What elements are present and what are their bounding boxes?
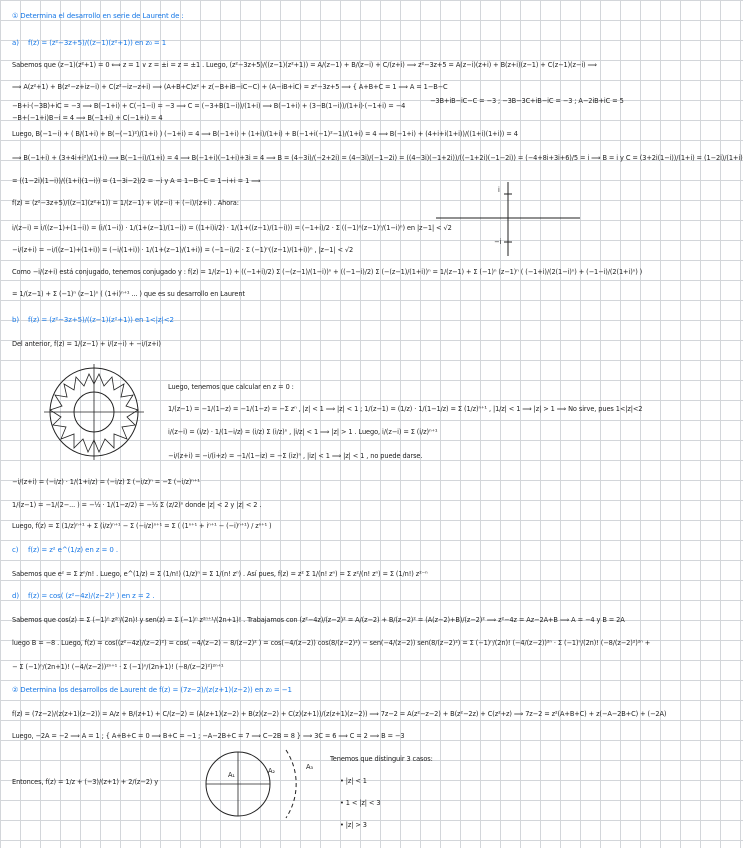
problem-2-heading: ② Determina los desarrollos de Laurent de f(z) = (7z−2)/(z(z+1)(z−2)) en z₀ = −1 (12, 686, 292, 694)
part-b-line: 1/(z−1) = −1/(1−z) = −1/(1−z) = −Σ zⁿ , |z| < 1 ⟹ |z| < 1 ; 1/(z−1) = (1/z) · 1/(1−1/z) = Σ (1/z)ⁿ⁺¹ , |1/z| < 1 ⟹ |z| > 1 ⟹ No sirve, pues 1<|z|<2 (168, 405, 643, 413)
part-c-label: c) (12, 546, 19, 554)
part-d-label: d) (12, 592, 19, 600)
part-b-function: f(z) = (z²−3z+5)/((z−1)(z²+1)) en 1<|z|<2 (28, 316, 174, 324)
part-a-line: f(z) = (z²−3z+5)/((z−1)(z²+1)) = 1/(z−1) + i/(z−i) + (−i)/(z+i) . Ahora: (12, 199, 239, 207)
problem-1-heading: ① Determina el desarrollo en serie de Laurent de : (12, 12, 184, 20)
part-a-line: ⟹ B(−1+i) + (3+4i+i²)/(1+i) ⟹ B(−1−i)/(1+i) = 4 ⟹ B(−1+i)(−1+i)+3i = 4 ⟹ B = (4−3i)/(−2+2i) = (4−3i)/(−1−2i) = ((4−3i)(−1+2i))/((−1+2i)(−1−2i)) = (−4+8i+3i+6)/5 = i ⟹ B = i y C = (3+2i(1−i))/(1+i) = (1−2i)/(1+i) (12, 154, 743, 162)
part-b-line: i/(z−i) = (i/z) · 1/(1−i/z) = (i/z) Σ (i/z)ⁿ , |i/z| < 1 ⟹ |z| > 1 . Luego, i/(z−i) = Σ (i/z)ⁿ⁺¹ (168, 428, 438, 436)
part-c-function: f(z) = z² e^(1/z) en z = 0 . (28, 546, 119, 554)
part-a-function: f(z) = (z²−3z+5)/((z−1)(z²+1)) en z₀ = 1 (28, 39, 167, 47)
part-b-line: −i/(z+i) = −i/(i+z) = −1/(1−iz) = −Σ (iz)ⁿ , |iz| < 1 ⟹ |z| < 1 , no puede darse. (168, 452, 423, 460)
regions-sketch (200, 746, 330, 822)
part-b-line: −i/(z+i) = (−i/z) · 1/(1+i/z) = (−i/z) Σ (−i/z)ⁿ = −Σ (−i/z)ⁿ⁺¹ (12, 478, 200, 486)
part-a-line: −i/(z+i) = −i/((z−1)+(1+i)) = (−i/(1+i)) · 1/(1+(z−1)/(1+i)) = (−1−i)/2 · Σ (−1)ⁿ((z−1)/(1+i))ⁿ , |z−1| < √2 (12, 246, 354, 254)
part-b-line: Del anterior, f(z) = 1/(z−1) + i/(z−i) + −i/(z+i) (12, 340, 161, 348)
part-b-line: Luego, tenemos que calcular en z = 0 : (168, 383, 294, 391)
part-d-function: f(z) = cos( (z²−4z)/(z−2)² ) en z = 2 . (28, 592, 155, 600)
part-b-line: 1/(z−1) = −1/(2−... ) = −½ · 1/(1−z/2) = −½ Σ (z/2)ⁿ donde |z| < 2 y |z| < 2 . (12, 501, 262, 509)
problem-2-line: Luego, −2A = −2 ⟹ A = 1 ; { A+B+C = 0 ⟹ B+C = −1 ; −A−2B+C = 7 ⟹ C−2B = 8 } ⟹ 3C = 6 ⟹ C = 2 ⟹ B = −3 (12, 732, 405, 740)
part-a-label: a) (12, 39, 19, 47)
region-label-a3: A₃ (306, 763, 313, 771)
part-d-line: Sabemos que cos(z) = Σ (−1)ⁿ z²ⁿ/(2n)! y sen(z) = Σ (−1)ⁿ z²ⁿ⁺¹/(2n+1)! . Trabajamos con (z²−4z)/(z−2)² = A/(z−2) + B/(z−2)² = (A(z−2)+B)/(z−2)² ⟹ z²−4z = Az−2A+B ⟹ A = −4 y B = 2A (12, 616, 625, 624)
region-label-a2: A₂ (268, 767, 275, 775)
part-d-line: − Σ (−1)ⁿ/(2n+1)! (−4/(z−2))²ⁿ⁺¹ · Σ (−1)ⁿ/(2n+1)! (−8/(z−2)²)²ⁿ⁺¹ (12, 663, 224, 671)
part-a-line: ⟹ A(z²+1) + B(z²−z+iz−i) + C(z²−iz−z+i) ⟹ (A+B+C)z² + z(−B+iB−iC−C) + (A−iB+iC) = z²−3z+5 ⟹ { A+B+C = 1 ⟹ A = 1−B−C (12, 83, 448, 91)
part-a-line: −B+i·(−3B)+iC = −3 ⟹ B(−1+i) + C(−1−i) = −3 ⟹ C = (−3+B(1−i))/(1+i) ⟹ B(−1+i) + (3−B(1−i))/(1+i)·(−1+i) = −4 (12, 102, 406, 110)
case-item: • 1 < |z| < 3 (340, 799, 381, 807)
part-d-line: luego B = −8 . Luego, f(z) = cos((z²−4z)/(z−2)²) = cos( −4/(z−2) − 8/(z−2)² ) = cos(−4/(z−2)) cos(8/(z−2)²) − sen(−4/(z−2)) sen(8/(z−2)²) = Σ (−1)ⁿ/(2n)! (−4/(z−2))²ⁿ · Σ (−1)ⁿ/(2n)! (−8/(z−2)²)²ⁿ + (12, 639, 651, 647)
axis-label-minus-i: −i (494, 238, 502, 246)
part-a-line: i/(z−i) = i/((z−1)+(1−i)) = (i/(1−i)) · 1/(1+(z−1)/(1−i)) = ((1+i)i/2) · 1/(1+((z−1)/(1−i))) = (−1+i)/2 · Σ ((−1)ⁿ(z−1)ⁿ/(1−i)ⁿ) en |z−1| < √2 (12, 224, 452, 232)
part-a-line: Sabemos que (z−1)(z²+1) = 0 ⟺ z = 1 ∨ z = ±i = z = ±1 . Luego, (z²−3z+5)/((z−1)(z²+1)) = A/(z−1) + B/(z−i) + C/(z+i) ⟹ z²−3z+5 = A(z−i)(z+i) + B(z+i)(z−1) + C(z−1)(z−i) ⟹ (12, 61, 597, 69)
case-item: • |z| < 1 (340, 777, 367, 785)
complex-plane-sketch (436, 180, 586, 260)
part-a-line: −B+(−1+i)B−i = 4 ⟹ B(−1+i) + C(−1+i) = 4 (12, 114, 163, 122)
problem-2-line: Entonces, f(z) = 1/z + (−3)/(z+1) + 2/(z−2) y (12, 778, 159, 786)
problem-2-line: Tenemos que distinguir 3 casos: (330, 755, 433, 763)
problem-2-line: f(z) = (7z−2)/(z(z+1)(z−2)) = A/z + B/(z+1) + C/(z−2) = (A(z+1)(z−2) + B(z)(z−2) + C(z)(z+1))/(z(z+1)(z−2)) ⟹ 7z−2 = A(z²−z−2) + B(z²−2z) + C(z²+z) ⟹ 7z−2 = z²(A+B+C) + z(−A−2B+C) + (−2A) (12, 710, 667, 718)
annulus-sketch (44, 364, 144, 460)
axis-label-i: i (498, 186, 500, 194)
region-label-a1: A₁ (228, 771, 235, 779)
part-b-label: b) (12, 316, 19, 324)
case-item: • |z| > 3 (340, 821, 367, 829)
part-b-line: Luego, f(z) = Σ (1/z)ⁿ⁺¹ + Σ (i/z)ⁿ⁺¹ − Σ (−i/z)ⁿ⁺¹ = Σ ( (1ⁿ⁺¹ + iⁿ⁺¹ − (−i)ⁿ⁺¹) / zⁿ⁺¹ ) (12, 522, 272, 530)
part-a-line: Luego, B(−1−i) + ( B/(1+i) + B(−(−1)²)/(1+i) ) (−1+i) = 4 ⟹ B(−1+i) + (1+i)/(1+i) + B(−1+i(−1)²−1)/(1+i) = 4 ⟹ B(−1+i) + (4+i+i(1+i))/((1+i)(1+i)) = 4 (12, 130, 518, 138)
part-a-line: = ((1−2i)(1−i))/((1+i)(1−i)) = (1−3i−2)/2 = −i y A = 1−B−C = 1−i+i = 1 ⟹ (12, 177, 261, 185)
part-a-line: = 1/(z−1) + Σ (−1)ⁿ (z−1)ⁿ ( (1+i)ⁿ⁺¹ ... ) que es su desarrollo en Laurent (12, 290, 245, 298)
part-c-line: Sabemos que eᶻ = Σ zⁿ/n! . Luego, e^(1/z) = Σ (1/n!) (1/z)ⁿ = Σ 1/(n! zⁿ) . Así pues, f(z) = z² Σ 1/(n! zⁿ) = Σ z²/(n! zⁿ) = Σ (1/n!) z²⁻ⁿ (12, 570, 428, 578)
part-a-line: −3B+iB−iC−C = −3 ; −3B−3C+iB−iC = −3 ; A−2iB+iC = 5 (430, 97, 624, 105)
part-a-line: Como −i/(z+i) está conjugado, tenemos conjugado y : f(z) = 1/(z−1) + ((−1+i)/2) Σ (−(z−1)/(1−i))ⁿ + ((−1−i)/2) Σ (−(z−1)/(1+i))ⁿ = 1/(z−1) + Σ (−1)ⁿ (z−1)ⁿ ( (−1+i)/(2(1−i)ⁿ) + (−1−i)/(2(1+i)ⁿ) ) (12, 268, 643, 276)
